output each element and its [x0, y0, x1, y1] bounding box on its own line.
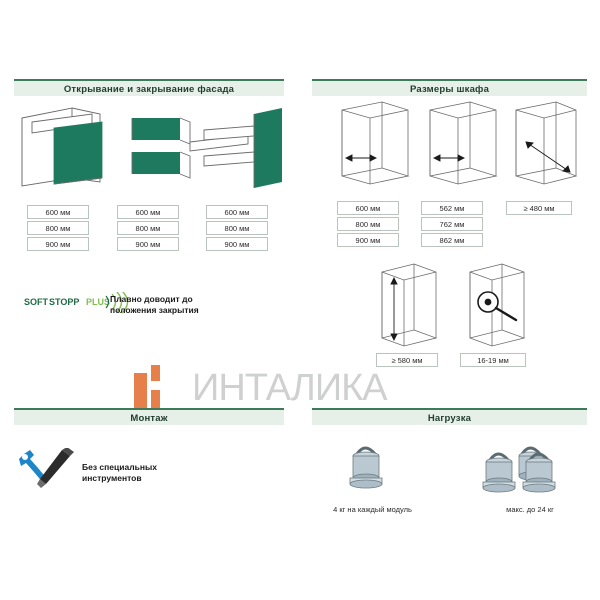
- mounting-note-line1: Без специальных: [82, 462, 157, 472]
- watermark-text: ИНТАЛИКА: [192, 366, 387, 409]
- intalika-logo-icon: [130, 361, 184, 415]
- mounting-note-line2: инструментов: [82, 473, 142, 483]
- svg-text:STOPP: STOPP: [49, 297, 80, 307]
- dimension-row1-col1-1: 762 мм: [421, 217, 483, 231]
- dimension-row1-col2-0: ≥ 480 мм: [506, 201, 572, 215]
- weight-group-icon: [480, 440, 580, 495]
- cabinet-dimension-svg-row2: [370, 258, 550, 348]
- opening-dim-1-2: 900 мм: [117, 237, 179, 251]
- section-header-load: Нагрузка: [312, 408, 587, 425]
- weight-single-icon: [335, 440, 405, 495]
- opening-dim-2-2: 900 мм: [206, 237, 268, 251]
- opening-dim-1-1: 800 мм: [117, 221, 179, 235]
- opening-dim-2-1: 800 мм: [206, 221, 268, 235]
- weight-group-icon-wrap: [480, 440, 580, 495]
- svg-text:SOFT: SOFT: [24, 297, 48, 307]
- dimension-diagrams-row1: [330, 98, 580, 198]
- dimension-row1-col0-2: 900 мм: [337, 233, 399, 247]
- dimension-row2-left: ≥ 580 мм: [376, 353, 438, 367]
- svg-text:PLUS: PLUS: [86, 297, 111, 307]
- dimension-row1-col0-1: 800 мм: [337, 217, 399, 231]
- dimension-row1-col0-0: 600 мм: [337, 201, 399, 215]
- dimension-diagrams-row2: [370, 258, 550, 348]
- section-header-mounting: Монтаж: [14, 408, 284, 425]
- section-header-dimensions: Размеры шкафа: [312, 79, 587, 96]
- tools-icon: [18, 448, 78, 493]
- opening-dim-2-0: 600 мм: [206, 205, 268, 219]
- dimension-row2-right: 16-19 мм: [460, 353, 526, 367]
- opening-diagrams: [14, 100, 284, 195]
- softstopp-note-line1: Плавно доводит до: [110, 294, 193, 304]
- weight-single-icon-wrap: [335, 440, 405, 495]
- magnifier-icon: [478, 292, 516, 320]
- load-caption-left: 4 кг на каждый модуль: [333, 505, 412, 514]
- tools-icon-wrap: [18, 448, 78, 493]
- opening-dim-1-0: 600 мм: [117, 205, 179, 219]
- dimension-row1-col1-0: 562 мм: [421, 201, 483, 215]
- dimension-row1-col1-2: 862 мм: [421, 233, 483, 247]
- section-header-opening: Открывание и закрывание фасада: [14, 79, 284, 96]
- softstopp-note-line2: положения закрытия: [110, 305, 199, 315]
- load-caption-right: макс. до 24 кг: [506, 505, 554, 514]
- cabinet-dimension-svg-row1: [330, 98, 580, 198]
- opening-diagram-svg: [14, 100, 284, 195]
- opening-dim-0-1: 800 мм: [27, 221, 89, 235]
- opening-dim-0-0: 600 мм: [27, 205, 89, 219]
- opening-dim-0-2: 900 мм: [27, 237, 89, 251]
